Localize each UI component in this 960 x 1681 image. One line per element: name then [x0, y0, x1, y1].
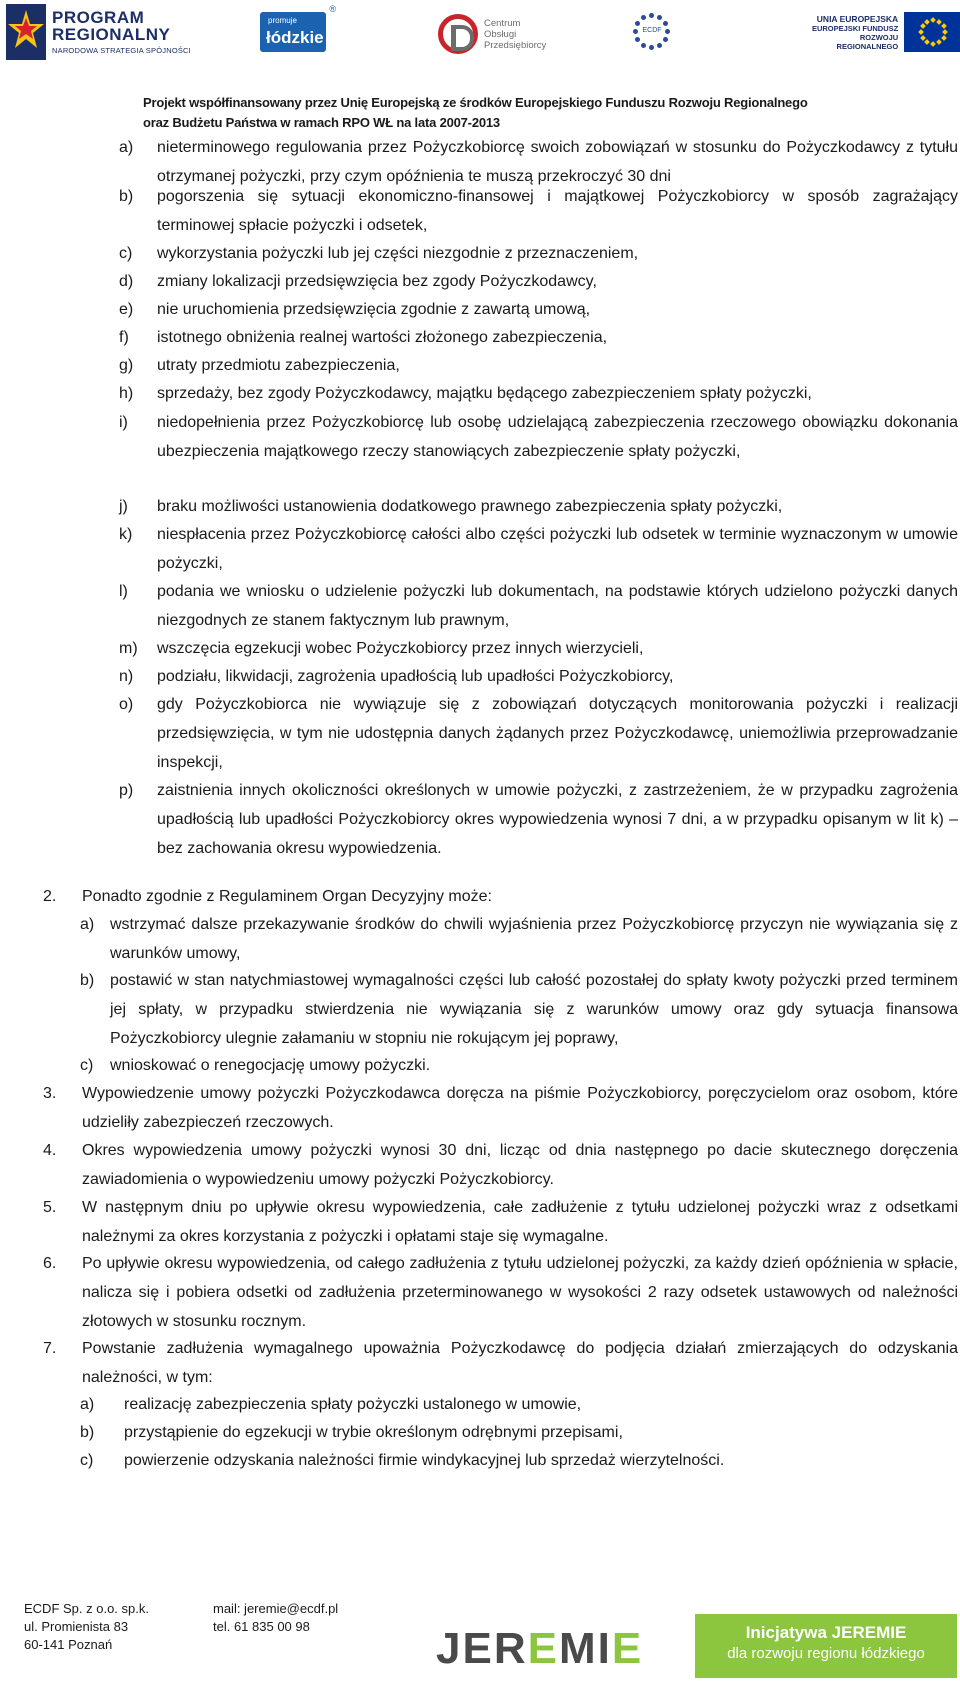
jeremie-part4: E: [611, 1624, 644, 1673]
list-marker: k): [119, 526, 133, 543]
list-marker: c): [80, 1057, 94, 1074]
cop-logo: [438, 14, 546, 54]
eu-logo: [800, 12, 960, 52]
footer-mail: mail: jeremie@ecdf.pl: [213, 1601, 339, 1616]
list-marker: l): [119, 583, 128, 600]
initiative-title: Inicjatywa JEREMIE: [745, 1623, 907, 1642]
list-text: braku możliwości ustanowienia dodatkowego prawnego zabezpieczenia spłaty pożyczki,: [157, 498, 783, 515]
eu-flag-icon: [904, 12, 960, 52]
footer-tel: tel. 61 835 00 98: [213, 1619, 310, 1634]
list-text: zaistnienia innych okoliczności określonych w umowie pożyczki, z zastrzeżeniem, że w przypadku zagrożenia upadłością lub upadłości Pożyczkobiorcy okres wypowiedzenia wynosi 7 dni, a w przypadku opisanym w lit k) – bez zachowania okresu wypowiedzenia.: [157, 782, 958, 857]
footer-company: ECDF Sp. z o.o. sp.k.: [24, 1601, 149, 1616]
list-marker: i): [119, 414, 128, 431]
list-marker: m): [119, 640, 138, 657]
list-marker: 7.: [43, 1340, 57, 1357]
list-marker: p): [119, 782, 134, 799]
jeremie-part1: JER: [436, 1624, 528, 1673]
list-text: powierzenie odzyskania należności firmie windykacyjnej lub sprzedaż wierzytelności.: [124, 1452, 725, 1469]
list-text: Po upływie okresu wypowiedzenia, od całego zadłużenia z tytułu udzielonej pożyczki, za każdy dzień opóźnienia w spłacie, nalicza się i pobiera odsetki od zadłużenia przeterminowanego w wysokości 2 razy odsetek ustawowych od należności złotowych w stosunku rocznym.: [82, 1255, 958, 1330]
lodzkie-logo: [260, 4, 336, 52]
page-header: [0, 0, 960, 130]
list-marker: 6.: [43, 1255, 57, 1272]
list-text: W następnym dniu po upływie okresu wypowiedzenia, całe zadłużenie z tytułu udzielonej pożyczki wraz z odsetkami należnymi za okres korzystania z pożyczki i opłatami staje się wymagalne.: [82, 1199, 958, 1245]
star-icon: [6, 4, 46, 60]
page-footer: [0, 1600, 960, 1681]
lodzkie-word: łódzkie: [266, 28, 324, 47]
ecdf-logo: [632, 12, 672, 34]
program-word: PROGRAM: [52, 8, 145, 27]
program-regionalny-logo: [6, 4, 191, 60]
list-text: pogorszenia się sytuacji ekonomiczno-finansowej i majątkowej Pożyczkobiorcy w sposób zagrażający terminowej spłacie pożyczki i odsetek,: [157, 188, 958, 234]
eu-line3: ROZWOJU REGIONALNEGO: [836, 32, 899, 51]
list-text: sprzedaży, bez zgody Pożyczkodawcy, majątku będącego zabezpieczeniem spłaty pożyczki,: [157, 385, 812, 402]
list-text: gdy Pożyczkobiorca nie wywiązuje się z zobowiązań dotyczących monitorowania pożyczki i realizacji przedsięwzięcia, w tym nie udostępnia danych żądanych przez Pożyczkodawcę, uniemożliwia przeprowadzanie inspekcji,: [157, 696, 958, 771]
footer-street: ul. Promienista 83: [24, 1619, 129, 1634]
list-text: postawić w stan natychmiastowej wymagalności części lub całość pozostałej do spłaty kwoty pożyczki przed terminem jej spłaty, w przypadku stwierdzenia nie wywiązania się z warunków umowy oraz gdy sytuacja finansowa Pożyczkobiorcy ulegnie załamaniu w stopniu nie rokującym jej poprawy,: [110, 972, 958, 1047]
list-text: podziału, likwidacji, zagrożenia upadłością lub upadłości Pożyczkobiorcy,: [157, 668, 674, 685]
list-marker: h): [119, 385, 134, 402]
list-text: wnioskować o renegocjację umowy pożyczki.: [110, 1057, 431, 1074]
list-text: utraty przedmiotu zabezpieczenia,: [157, 357, 400, 374]
list-text: niespłacenia przez Pożyczkobiorcę całości albo części pożyczki lub odsetek w terminie wyznaczonym w umowie pożyczki,: [157, 526, 958, 572]
footer-city: 60-141 Poznań: [24, 1637, 113, 1652]
list-text: Okres wypowiedzenia umowy pożyczki wynosi 30 dni, licząc od dnia następnego po dacie skutecznego doręczenia zawiadomienia o wypowiedzeniu umowy pożyczki Pożyczkobiorcy.: [82, 1142, 958, 1188]
list-text: istotnego obniżenia realnej wartości złożonego zabezpieczenia,: [157, 329, 608, 346]
jeremie-logo: [436, 1624, 643, 1674]
ecdf-ring-icon: [632, 12, 672, 52]
cop-line1: Centrum: [484, 17, 521, 29]
funding-line-2: oraz Budżetu Państwa w ramach RPO WŁ na lata 2007-2013: [143, 115, 500, 130]
ecdf-label: ECDF: [642, 27, 662, 34]
list-marker: 2.: [43, 888, 57, 905]
list-marker: b): [80, 1424, 95, 1441]
list-marker: 5.: [43, 1199, 57, 1216]
list-marker: b): [80, 972, 95, 989]
list-text: niedopełnienia przez Pożyczkobiorcę lub osobę udzielającą zabezpieczenia rzeczowego obowiązku dokonania ubezpieczenia majątkowego rzeczy stanowiących zabezpieczenie spłaty pożyczki,: [157, 414, 958, 460]
regionalny-word: REGIONALNY: [52, 25, 171, 44]
list-marker: g): [119, 357, 134, 374]
list-text: podania we wniosku o udzielenie pożyczki lub dokumentach, na podstawie których udzielono pożyczki danych niezgodnych ze stanem faktycznym lub prawnym,: [157, 583, 958, 629]
list-marker: 3.: [43, 1085, 57, 1102]
list-marker: c): [80, 1452, 94, 1469]
list-marker: 4.: [43, 1142, 57, 1159]
initiative-subtitle: dla rozwoju regionu łódzkiego: [727, 1645, 925, 1662]
list-text: nieterminowego regulowania przez Pożyczkobiorcę swoich zobowiązań w stosunku do Pożyczkodawcy z tytułu otrzymanej pożyczki, przy czym opóźnienia te muszą przekroczyć 30 dni: [157, 139, 958, 185]
list-text: wszczęcia egzekucji wobec Pożyczkobiorcy przez innych wierzycieli,: [157, 640, 644, 657]
jeremie-part2: E: [527, 1624, 559, 1673]
list-marker: o): [119, 696, 134, 713]
list-marker: j): [119, 498, 128, 515]
cop-line3: Przedsiębiorcy: [484, 39, 547, 51]
list-marker: e): [119, 301, 134, 318]
list-text: Ponadto zgodnie z Regulaminem Organ Decyzyjny może:: [82, 888, 492, 905]
list-marker: f): [119, 329, 129, 346]
list-marker: b): [119, 188, 134, 205]
list-text: Powstanie zadłużenia wymagalnego upoważnia Pożyczkodawcę do podjęcia działań zmierzających do odzyskania należności, w tym:: [82, 1340, 958, 1386]
cop-mark-icon: [438, 14, 478, 54]
list-text: przystąpienie do egzekucji w trybie określonym odrębnymi przepisami,: [124, 1424, 623, 1441]
eu-line1: UNIA EUROPEJSKA: [816, 13, 899, 24]
list-text: realizację zabezpieczenia spłaty pożyczki ustalonego w umowie,: [124, 1396, 582, 1413]
list-marker: a): [119, 139, 134, 156]
jeremie-part3: MI: [558, 1624, 612, 1673]
list-text: zmiany lokalizacji przedsięwzięcia bez zgody Pożyczkodawcy,: [157, 273, 597, 290]
list-text: wstrzymać dalsze przekazywanie środków do chwili wyjaśnienia przez Pożyczkobiorcę przyczyn nie wywiązania się z warunków umowy,: [110, 916, 958, 962]
promuje-word: promuje: [268, 16, 297, 25]
initiative-box: [695, 1614, 957, 1678]
list-marker: a): [80, 1396, 95, 1413]
list-text: nie uruchomienia przedsięwzięcia zgodnie z zawartą umową,: [157, 301, 591, 318]
list-text: wykorzystania pożyczki lub jej części niezgodnie z przeznaczeniem,: [157, 245, 639, 262]
funding-line-1: Projekt współfinansowany przez Unię Europejską ze środków Europejskiego Funduszu Rozwoju Regionalnego: [143, 95, 808, 110]
registered-mark: ®: [329, 4, 336, 14]
program-tagline: NARODOWA STRATEGIA SPÓJNOŚCI: [52, 46, 191, 55]
list-marker: c): [119, 245, 133, 262]
list-marker: n): [119, 668, 134, 685]
list-marker: d): [119, 273, 134, 290]
list-text: Wypowiedzenie umowy pożyczki Pożyczkodawca doręcza na piśmie Pożyczkobiorcy, poręczycielom oraz osobom, które udzieliły zabezpieczeń rzeczowych.: [82, 1085, 958, 1131]
list-marker: a): [80, 916, 95, 933]
cop-line2: Obsługi: [484, 28, 517, 40]
eu-line2: EUROPEJSKI FUNDUSZ: [811, 23, 899, 33]
